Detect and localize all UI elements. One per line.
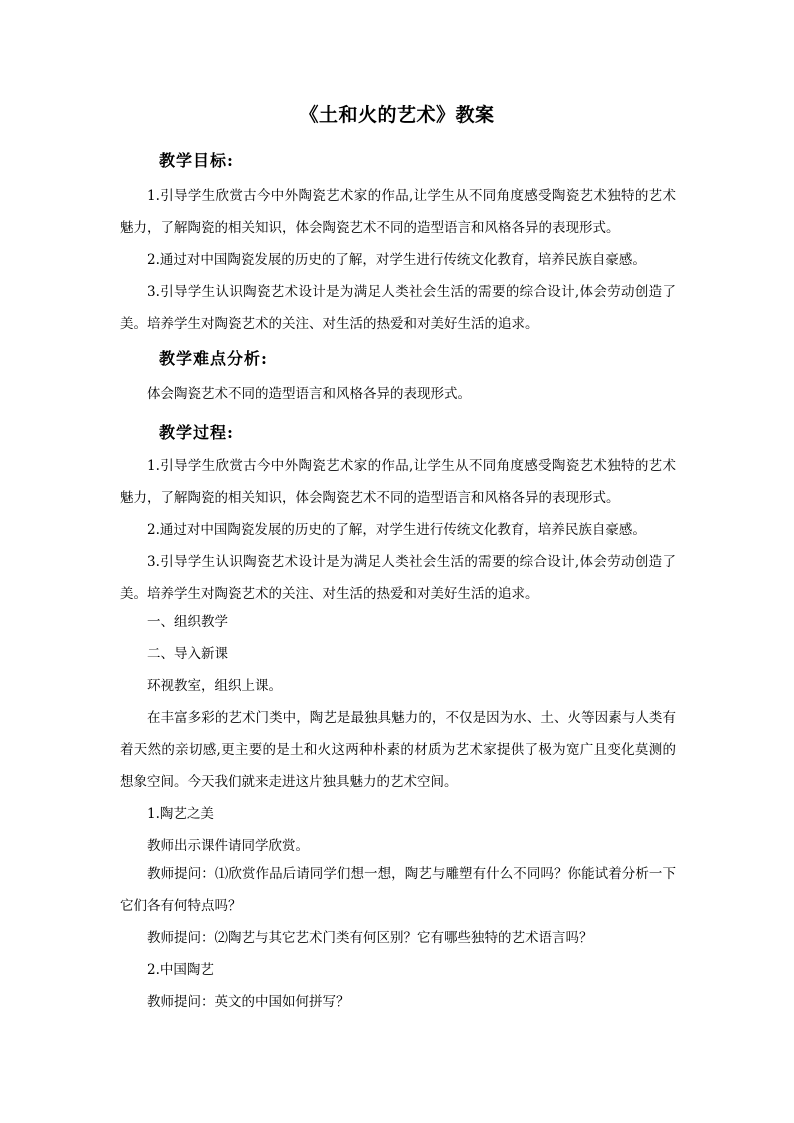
heading-teaching-goals: 教学目标: — [159, 151, 234, 170]
teacher-shows-slides: 教师出示课件请同学欣赏。 — [147, 838, 309, 854]
process-item-3: 3.引导学生认识陶瓷艺术设计是为满足人类社会生活的需要的综合设计,体会劳动创造了美。培养学生对陶瓷艺术的关注、对生活的热爱和对美好生活的追求。 — [120, 554, 676, 602]
goal-item-2: 2.通过对中国陶瓷发展的历史的了解，对学生进行传统文化教育，培养民族自豪感。 — [147, 252, 646, 268]
step-introduce-new-lesson: 二、导入新课 — [147, 646, 228, 662]
intro-paragraph: 在丰富多彩的艺术门类中，陶艺是最独具魅力的，不仅是因为水、土、火等因素与人类有着天然的亲切感,更主要的是土和火这两种朴素的材质为艺术家提供了极为宽广且变化莫测的想象空间。今天我们就来走进这片独具魅力的艺术空间。 — [120, 710, 676, 790]
subheading-chinese-pottery: 2.中国陶艺 — [147, 962, 214, 978]
document-title: 《土和火的艺术》教案 — [299, 104, 495, 126]
subheading-pottery-beauty: 1.陶艺之美 — [147, 806, 214, 822]
teacher-question-1: 教师提问：⑴欣赏作品后请同学们想一想，陶艺与雕塑有什么不同吗？你能试着分析一下它们各有何特点吗？ — [120, 866, 676, 914]
goal-item-1: 1.引导学生欣赏古今中外陶瓷艺术家的作品,让学生从不同角度感受陶瓷艺术独特的艺术魅力，了解陶瓷的相关知识，体会陶瓷艺术不同的造型语言和风格各异的表现形式。 — [120, 188, 676, 236]
heading-difficulty-analysis: 教学难点分析: — [159, 349, 268, 368]
process-item-2: 2.通过对中国陶瓷发展的历史的了解，对学生进行传统文化教育，培养民族自豪感。 — [147, 522, 646, 538]
difficulty-text: 体会陶瓷艺术不同的造型语言和风格各异的表现形式。 — [147, 386, 471, 402]
teacher-question-3: 教师提问：英文的中国如何拼写？ — [147, 994, 350, 1010]
goal-item-3: 3.引导学生认识陶瓷艺术设计是为满足人类社会生活的需要的综合设计,体会劳动创造了美。培养学生对陶瓷艺术的关注、对生活的热爱和对美好生活的追求。 — [120, 284, 676, 332]
heading-teaching-process: 教学过程: — [159, 423, 234, 442]
process-item-1: 1.引导学生欣赏古今中外陶瓷艺术家的作品,让学生从不同角度感受陶瓷艺术独特的艺术魅力，了解陶瓷的相关知识，体会陶瓷艺术不同的造型语言和风格各异的表现形式。 — [120, 458, 676, 506]
step-organize-teaching: 一、组织教学 — [147, 614, 228, 630]
teacher-question-2: 教师提问：⑵陶艺与其它艺术门类有何区别？它有哪些独特的艺术语言吗？ — [147, 930, 593, 946]
intro-classroom: 环视教室，组织上课。 — [147, 678, 282, 694]
